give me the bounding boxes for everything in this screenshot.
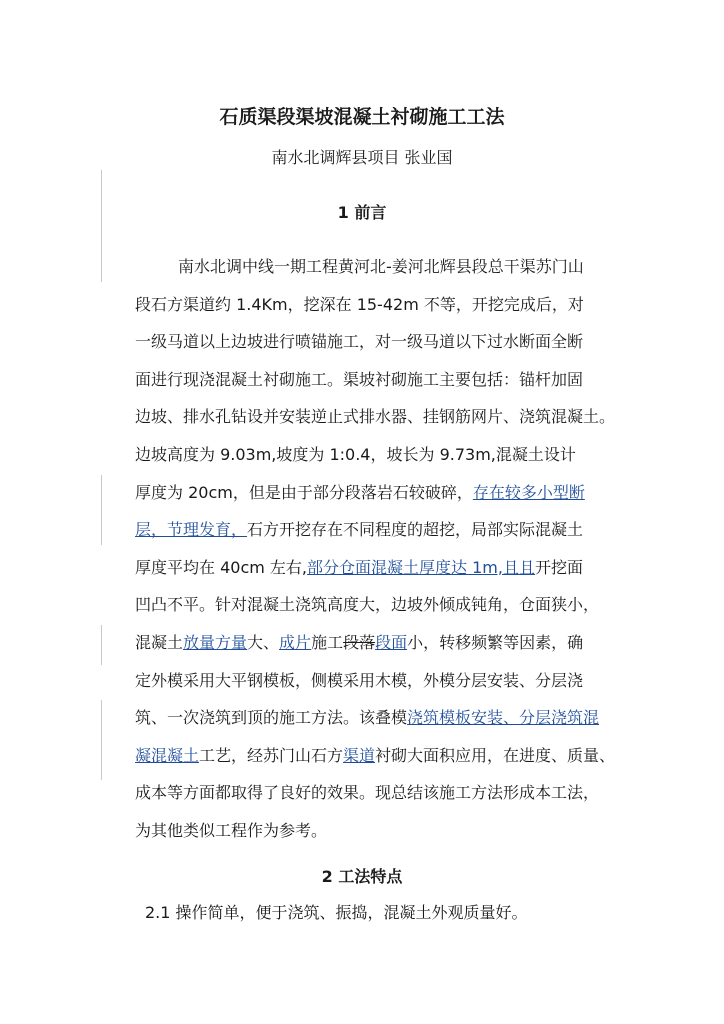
text-run: 施工	[311, 632, 344, 652]
text-run: 为其他类似工程作为参考。	[135, 820, 328, 840]
text-run: 厚度平均在 40cm 左右,	[135, 557, 308, 577]
text-run: 工艺，经苏门山石方	[199, 745, 344, 765]
text-run: 厚度为 20cm，但是由于部分段落岩石较破碎，	[135, 482, 473, 502]
section-heading-2: 2 工法特点	[321, 867, 403, 886]
paragraph-line	[135, 323, 635, 361]
text-run: 凹凸不平。针对混凝土浇筑高度大，边坡外倾成钝角，仓面狭小，	[135, 595, 600, 615]
paragraph-line	[135, 624, 635, 662]
paragraph-line	[135, 737, 635, 775]
paragraph-line	[135, 436, 635, 474]
inserted-text: 部分仓面混凝土厚度达 1m,且且	[307, 557, 535, 577]
inserted-text: 放量方量	[183, 632, 248, 652]
paragraph-line	[135, 361, 635, 399]
paragraph-line	[135, 511, 635, 549]
document-title: 石质渠段渠坡混凝土衬砌施工工法	[219, 106, 505, 128]
text-run: 筑、一次浇筑到顶的施工方法。该叠模	[135, 708, 408, 728]
text-run: 定外模采用大平钢模板，侧模采用木模，外模分层安装、分层浇	[135, 670, 584, 690]
paragraph-line	[135, 286, 635, 324]
paragraph-line	[135, 699, 635, 737]
text-run: 衬砌大面积应用，在进度、质量、	[375, 745, 616, 765]
paragraph-line	[135, 549, 635, 587]
inserted-text: 成片	[279, 632, 312, 652]
section-heading-1: 1 前言	[337, 203, 387, 222]
revision-bar	[101, 170, 102, 282]
text-run: 一级马道以上边坡进行喷锚施工，对一级马道以下过水断面全断	[135, 332, 584, 352]
revision-bar	[101, 700, 102, 780]
revision-bar	[101, 625, 102, 665]
deleted-text: 段落	[343, 632, 376, 652]
intro-paragraph	[135, 248, 635, 850]
text-run: 面进行现浇混凝土衬砌施工。渠坡衬砌施工主要包括：锚杆加固	[135, 369, 584, 389]
text-run: 开挖面	[534, 557, 583, 577]
inserted-text: 段面	[375, 632, 408, 652]
paragraph-line	[135, 662, 635, 700]
inserted-text: 浇筑模板安装、分层浇筑混	[407, 708, 600, 728]
document-author-line: 南水北调辉县项目 张业国	[271, 148, 453, 167]
paragraph-line	[135, 398, 635, 436]
paragraph-line	[135, 248, 635, 286]
feature-item-2-1: 2.1 操作简单，便于浇筑、振捣，混凝土外观质量好。	[145, 903, 528, 922]
text-run: 成本等方面都取得了良好的效果。现总结该施工方法形成本工法，	[135, 783, 600, 803]
inserted-text: 层，节理发育，	[135, 520, 248, 540]
text-run: 边坡高度为 9.03m,坡度为 1:0.4，坡长为 9.73m,混凝土设计	[135, 444, 576, 464]
revision-bar	[101, 475, 102, 545]
inserted-text: 凝混凝土	[135, 745, 200, 765]
text-run: 石方开挖存在不同程度的超挖，局部实际混凝土	[247, 520, 584, 540]
inserted-text: 渠道	[343, 745, 376, 765]
inserted-text: 存在较多小型断	[472, 482, 585, 502]
text-run: 混凝土	[135, 632, 184, 652]
text-run: 大、	[247, 632, 280, 652]
paragraph-line	[135, 774, 635, 812]
text-run: 小，转移频繁等因素，确	[407, 632, 584, 652]
text-run: 段石方渠道约 1.4Km，挖深在 15-42m 不等，开挖完成后，对	[135, 294, 584, 314]
paragraph-line	[135, 812, 635, 850]
paragraph-line	[135, 586, 635, 624]
paragraph-line	[135, 474, 635, 512]
text-run: 边坡、排水孔钻设并安装逆止式排水器、挂钢筋网片、浇筑混凝土。	[135, 407, 616, 427]
text-run: 南水北调中线一期工程黄河北-姜河北辉县段总干渠苏门山	[178, 257, 584, 276]
